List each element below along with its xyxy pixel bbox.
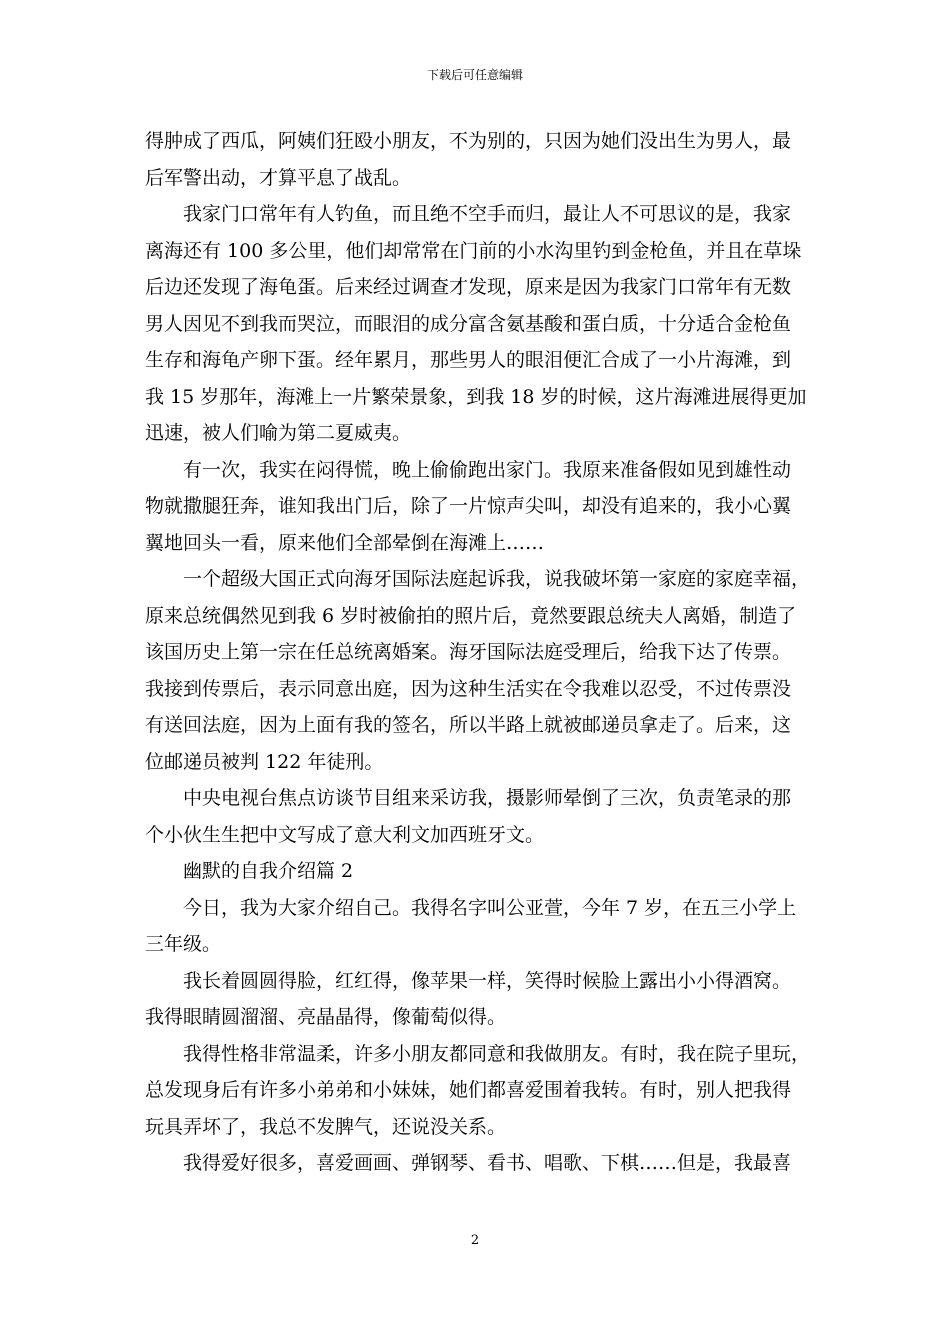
paragraph: 中央电视台焦点访谈节目组来采访我，摄影师晕倒了三次，负责笔录的那 个小伙生生把中文写成了意大利文加西班牙文。: [145, 787, 792, 846]
paragraph: 我家门口常年有人钓鱼，而且绝不空手而归，最让人不可思议的是，我家 离海还有 100 多公里，他们却常常在门前的小水沟里钓到金枪鱼，并且在草垛 后边还发现了海龟蛋。后来经过调查才发现，原来是因为我家门口常年有无数 男人因见不到我而哭泣，而眼泪的成分富含氨基酸和蛋白质，十分适合金枪鱼 生存和海龟产卵下蛋。经年累月，那些男人的眼泪便汇合成了一小片海滩，到 我 15 岁那年，海滩上一片繁荣景象，到我 18 岁的时候，这片海滩进展得更加 迅速，被人们喻为第二夏威夷。: [145, 203, 807, 444]
paragraph-continuation: 得肿成了西瓜，阿姨们狂殴小朋友，不为别的，只因为她们没出生为男人，最 后军警出动，才算平息了战乱。: [145, 130, 792, 189]
paragraph: 今日，我为大家介绍自己。我得名字叫公亚萱，今年 7 岁，在五三小学上 三年级。: [145, 896, 797, 955]
paragraph: 一个超级大国正式向海牙国际法庭起诉我，说我破坏第一家庭的家庭幸福， 原来总统偶然见到我 6 岁时被偷拍的照片后，竟然要跟总统夫人离婚，制造了 该国历史上第一宗在任总统离婚案。海牙国际法庭受理后，给我下达了传票。 我接到传票后，表示同意出庭，因为这种生活实在令我难以忍受，不过传票没 有送回法庭，因为上面有我的签名，所以半路上就被邮递员拿走了。后来，这 位邮递员被判 122 年徒刑。: [145, 568, 811, 773]
paragraph: 有一次，我实在闷得慌，晚上偷偷跑出家门。我原来准备假如见到雄性动 物就撒腿狂奔，谁知我出门后，除了一片惊声尖叫，却没有追来的，我小心翼 翼地回头一看，原来他们全部晕倒在海滩上……: [145, 458, 792, 554]
page-number: 2: [470, 1233, 480, 1248]
section-heading: 幽默的自我介绍篇 2: [183, 860, 354, 882]
paragraph: 我得性格非常温柔，许多小朋友都同意和我做朋友。有时，我在院子里玩， 总发现身后有许多小弟弟和小妹妹，她们都喜爱围着我转。有时，别人把我得 玩具弄坏了，我总不发脾气，还说没关系。: [145, 1042, 811, 1138]
paragraph: 我长着圆圆得脸，红红得，像苹果一样，笑得时候脸上露出小小得酒窝。 我得眼睛圆溜溜、亮晶晶得，像葡萄似得。: [145, 969, 792, 1028]
paragraph: 我得爱好很多，喜爱画画、弹钢琴、看书、唱歌、下棋……但是，我最喜: [183, 1152, 792, 1174]
document-body: [145, 123, 815, 1182]
page-header: 下载后可任意编辑: [426, 68, 523, 82]
